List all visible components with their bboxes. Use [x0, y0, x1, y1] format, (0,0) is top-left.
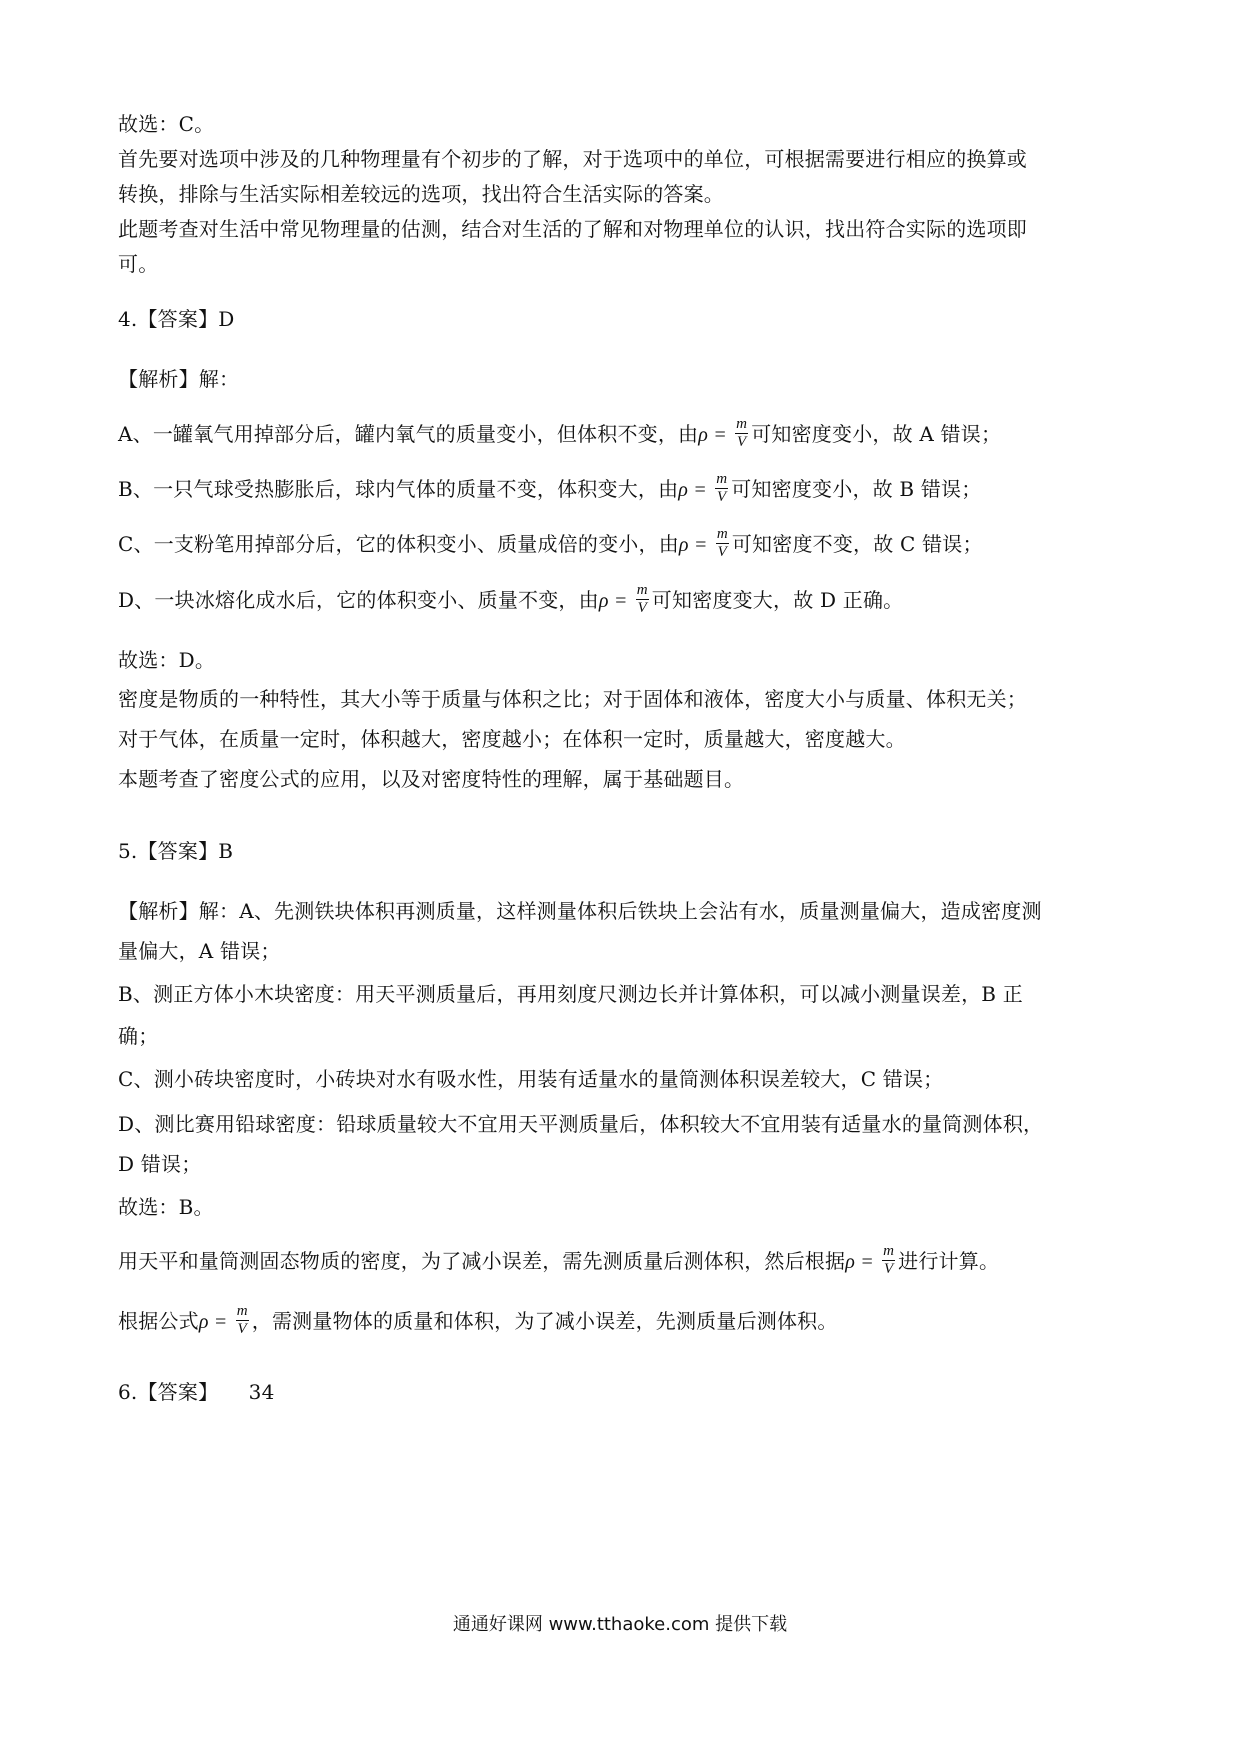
text-segment: 可知密度变小，故 A 错误；: [751, 422, 1002, 446]
text-segment: 用天平和量筒测固态物质的密度，为了减小误差，需先测质量后测体积，然后根据: [118, 1249, 846, 1273]
text-line: 故选：D。: [118, 648, 216, 672]
text-line-with-formula: [118, 526, 983, 562]
text-segment: 根据公式: [118, 1309, 199, 1333]
text-line: 对于气体，在质量一定时，体积越大，密度越小；在体积一定时，质量越大，密度越大。: [118, 727, 906, 751]
fraction-numerator: m: [636, 582, 648, 598]
text-line: 确；: [118, 1024, 159, 1048]
analysis-heading-4: 【解析】解：: [118, 367, 240, 391]
density-fraction: [735, 417, 748, 450]
text-segment: ，需测量物体的质量和体积，为了减小误差，先测质量后测体积。: [251, 1309, 838, 1333]
text-segment: 可知密度变大，故 D 正确。: [651, 588, 904, 612]
text-segment: C、一支粉笔用掉部分后，它的体积变小、质量成倍的变小，由: [118, 532, 679, 556]
fraction-numerator: m: [736, 416, 748, 432]
density-formula-lhs: ρ =: [698, 424, 733, 446]
page-footer: 通通好课网 www.tthaoke.com 提供下载: [452, 1614, 788, 1635]
density-fraction: [236, 1304, 249, 1337]
text-line: B、测正方体小木块密度：用天平测质量后，再用刻度尺测边长并计算体积，可以减小测量误差，B 正: [118, 982, 1023, 1006]
answer-heading-4: 4.【答案】D: [118, 307, 235, 331]
text-line: 故选：C。: [118, 112, 215, 136]
text-line-with-formula: [118, 416, 1002, 452]
density-formula-lhs: ρ =: [198, 1311, 233, 1333]
text-segment: A、一罐氧气用掉部分后，罐内氧气的质量变小，但体积不变，由: [118, 422, 699, 446]
fraction-numerator: m: [883, 1243, 895, 1259]
text-segment: 进行计算。: [898, 1249, 1000, 1273]
text-line: D 错误；: [118, 1152, 202, 1176]
text-line-with-formula: [118, 1303, 838, 1339]
text-segment: 可知密度不变，故 C 错误；: [731, 532, 983, 556]
text-line: 此题考查对生活中常见物理量的估测，结合对生活的了解和对物理单位的认识，找出符合实际的选项即: [118, 217, 1027, 241]
fraction-numerator: m: [716, 526, 728, 542]
fraction-denominator: V: [736, 434, 747, 450]
text-line: 故选：B。: [118, 1195, 214, 1219]
answer-heading-5: 5.【答案】B: [118, 839, 234, 863]
text-segment: B、一只气球受热膨胀后，球内气体的质量不变，体积变大，由: [118, 477, 679, 501]
fraction-denominator: V: [637, 600, 647, 616]
text-line: 【解析】解：A、先测铁块体积再测质量，这样测量体积后铁块上会沾有水，质量测量偏大，造成密度测: [118, 899, 1042, 923]
fraction-denominator: V: [717, 544, 728, 560]
text-line: 量偏大，A 错误；: [118, 939, 281, 963]
density-fraction: [716, 527, 729, 560]
fraction-numerator: m: [236, 1303, 248, 1319]
text-line-with-formula: [118, 471, 982, 507]
text-line: 密度是物质的一种特性，其大小等于质量与体积之比；对于固体和液体，密度大小与质量、体积无关；: [118, 687, 1027, 711]
text-line: 首先要对选项中涉及的几种物理量有个初步的了解，对于选项中的单位，可根据需要进行相应的换算或: [118, 147, 1027, 171]
text-line: 本题考查了密度公式的应用，以及对密度特性的理解，属于基础题目。: [118, 767, 745, 791]
density-formula-lhs: ρ =: [845, 1251, 880, 1273]
text-segment: 可知密度变小，故 B 错误；: [731, 477, 982, 501]
fraction-denominator: V: [883, 1261, 894, 1277]
density-fraction: [636, 583, 649, 616]
density-formula-lhs: ρ =: [678, 534, 713, 556]
text-segment: D、一块冰熔化成水后，它的体积变小、质量不变，由: [118, 588, 599, 612]
text-line-with-formula: [118, 1243, 1000, 1279]
text-line: 转换，排除与生活实际相差较远的选项，找出符合生活实际的答案。: [118, 182, 724, 206]
fraction-numerator: m: [716, 471, 728, 487]
text-line-with-formula: [118, 582, 904, 618]
density-fraction: [882, 1244, 895, 1277]
fraction-denominator: V: [717, 489, 727, 505]
text-line: 可。: [118, 252, 159, 276]
text-line: C、测小砖块密度时，小砖块对水有吸水性，用装有适量水的量筒测体积误差较大，C 错误；: [118, 1067, 944, 1091]
density-formula-lhs: ρ =: [598, 590, 633, 612]
density-formula-lhs: ρ =: [678, 479, 713, 501]
density-fraction: [715, 472, 728, 505]
text-line: D、测比赛用铅球密度：铅球质量较大不宜用天平测质量后，体积较大不宜用装有适量水的量筒测体积，: [118, 1112, 1044, 1136]
fraction-denominator: V: [237, 1321, 247, 1337]
answer-heading-6: 6.【答案】 34: [118, 1380, 275, 1404]
